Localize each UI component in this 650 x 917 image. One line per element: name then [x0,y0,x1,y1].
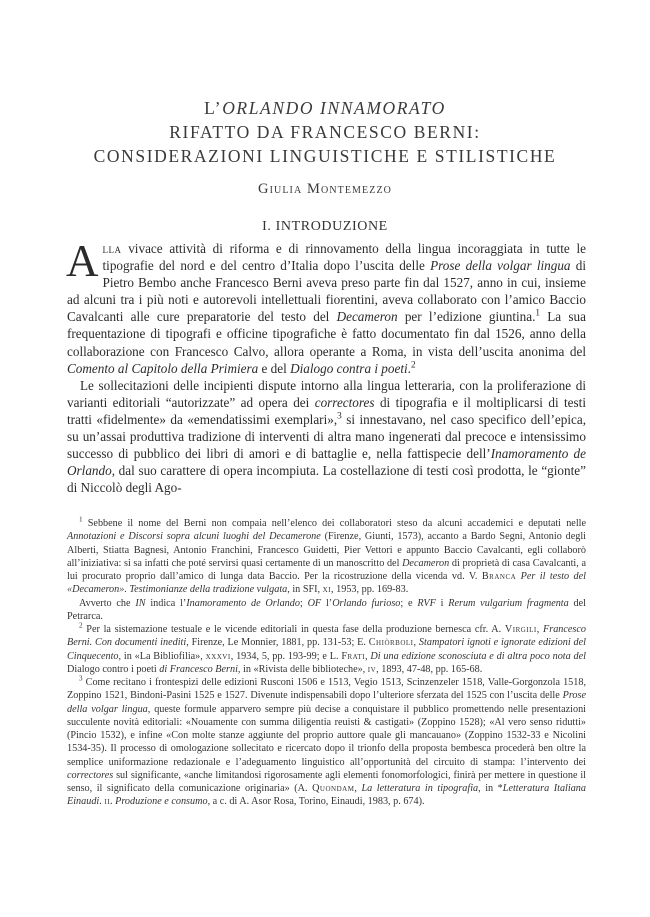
text-run: Le sollecitazioni delle incipienti dispute intorno alla lingua letteraria, con la proliferazione di varianti editoriali “autorizzate” ad opera dei [67,377,586,410]
italic-run: Annotazioni e Discorsi sopra alcuni luoghi del Decamerone [67,531,321,543]
italic-run: Decameron [402,557,450,569]
roman-numeral: iv [367,663,377,675]
text-run: i [435,597,449,609]
italic-run: Dialogo contra i poeti [290,360,408,376]
text-run: , 1953, pp. 169-83. [331,584,409,596]
text-run: di tipografia e il moltiplicarsi di testi tratti «fidelmente» da «emendatissimi exemplari», [67,394,586,427]
text-run: l’ [321,597,333,609]
text-run: , Firenze, Le Monnier, 1881, pp. 131-53; E. [186,637,369,649]
text-run: , dal suo carattere di opera incompiuta. La costellazione di testi così prodotta, le “gionte” di Niccolò degli Ago- [67,463,586,496]
italic-run: Inamoramento de Orlando [186,597,300,609]
footnote-ref[interactable]: 2 [410,359,416,370]
text-run: del Petrarca. [67,597,586,622]
text-run: . [407,360,411,376]
footnote-1-continued [67,597,586,624]
italic-run: di Francesco Berni [159,663,238,675]
italic-run: correctores [314,394,375,410]
italic-run: Di una edizione sconosciuta e di altra poco nota del [370,650,586,662]
text-run: ; [299,597,308,609]
italic-run: Francesco Berni. Con documenti inediti [67,624,587,649]
footnote-number: 2 [79,621,83,630]
author-name-smallcaps: Chiòrboli [368,637,414,649]
footnotes [67,517,586,809]
section-heading: I. INTRODUZIONE [262,219,388,234]
roman-numeral: xxxvi [205,650,231,662]
text-run: (Firenze, Giunti, 1573), accanto a Bardo Segni, Antonio degli Alberti, Stiatta Bagnesi, Antonio Franchini, Francesco Guidetti, Pier Vettori e appunto Baccio Cavalcanti, egli collaborò all’iniziativa: si sa infatti che poté servirsi quasi certamente di un manoscritto del [67,531,586,569]
text-run: di proprietà di casa Cavalcanti, a lui procurato proprio dall’amico di lunga data Baccio. Per la ricostruzione della vicenda vd. V. [67,557,586,582]
italic-run: Prose della volgar lingua [430,258,571,274]
text-run: , 1893, 47-48, pp. 165-68. [376,663,483,675]
paragraph-1 [66,236,587,377]
author-name-smallcaps: Virgili [504,624,537,635]
text-run: sul significante, «anche limitandosi rigorosamente agli elementi fonomorfologici, finirà per mettere in questione il senso, il significato della comunicazione originaria» (A. [67,769,586,794]
italic-run: Produzione e consumo [115,796,208,808]
text-run: , [354,783,362,794]
italic-run: Stampatori ignoti e ignorate edizioni del Cinquecento [67,637,586,662]
body-text [66,236,587,496]
text-run: Come recitano i frontespizi delle edizioni Rusconi 1506 e 1513, Vegio 1513, Scinzenzeler 1518, Valle-Gorgonzola 1518, Zoppino 1521, Bindoni-Pasini 1525 e 1527. Divenute indispensabili dopo l’ulteriore sferzata del 1525 con l’uscita delle [67,677,587,702]
text-run: , queste formule apparvero sempre più decise a conquistare il pubblico promettendo nelle presentazioni succulente novità editoriali: «Nouamente con summa diligentia reuisti & castigati» (Zoppino 1528); «Al vero senso ridutti» (Pincio 1532), e infine «Con molte stanze aggiunte del proprio auttore quale gli mancauano» (Zoppino 1532-33 e Nicolini 1534-35). Il processo di omologazione sollecitato e ricercato dopo il trionfo della proposta bembesca procederà ben oltre la semplice uniformazione redazionale e l’adeguamento linguistico all’opportunità del circuito di stampa: l’intervento dei [67,703,586,768]
footnote-1 [67,517,586,597]
text-run: vivace attività di riforma e di rinnovamento della lingua incoraggiata in tutte le tipografie del nord e del centro d’Italia dopo l’uscita delle [102,241,586,274]
footnote-ref[interactable]: 1 [535,307,541,318]
italic-run: La letteratura in tipografia [361,783,479,794]
text-run: , in «Rivista delle biblioteche», [237,663,368,675]
text-run: Avverto che [79,597,136,609]
footnote-number: 1 [79,515,83,524]
text-run: di Pietro Bembo anche Francesco Berni aveva preso parte fin dal 1527, anno in cui, insieme ad alcuni tra i più noti e autorevoli intellettuali fiorentini, aveva collaborato con l’amico Baccio Cavalcanti alle cure preparatorie del testo del [67,258,587,325]
title-line-2: RIFATTO DA FRANCESCO BERNI: [169,122,481,142]
footnote-3 [67,676,586,809]
text-run: . [110,796,116,808]
text-run: indica l’ [145,597,187,609]
article-title [0,96,650,198]
text-run: ; e [400,597,418,609]
italic-run: correctores [67,769,114,781]
roman-numeral: xi [322,584,332,596]
text-run: Dialogo contro i poeti [67,663,160,675]
text-run: e del [258,360,291,376]
roman-numeral: ii [104,796,111,808]
drop-cap: A [66,236,99,286]
title-line-1 [0,96,650,120]
text-run: , [536,624,544,635]
text-run: , in SFI, [287,584,323,596]
italic-run: Inamoramento de Orlando [67,446,586,479]
text-run: per l’edizione giuntina. [397,309,536,325]
title-work-name: ORLANDO INNAMORATO [222,98,446,118]
text-run: , in «La Bibliofilia», [118,650,206,662]
footnote-ref[interactable]: 3 [337,410,342,421]
italic-run: Prose della volgar lingua [67,690,586,715]
italic-run: OF [307,597,322,609]
text-run: . [99,796,105,808]
text-run: , a c. di A. Asor Rosa, Torino, Einaudi, 1983, p. 674). [207,796,425,808]
footnote-number: 3 [79,674,83,683]
text-run: si innestavano, nel caso specifico dell’epica, su un’assai produttiva tradizione di interventi di altra mano ingenerati dal precoce e intensissimo successo di pubblico dei libri di amori e di battaglie e, nella fattispecie dell’ [67,411,586,462]
text-run: Per la sistemazione testuale e le vicende editoriali in questa fase della produzione bernesca cfr. A. [86,624,505,635]
text-run: , [365,650,371,662]
text-run: Sebbene il nome del Berni non compaia nell’elenco dei collaboratori steso da alcuni accademici e deputati nelle [87,518,586,529]
italic-run: IN [135,597,146,609]
title-line-3: CONSIDERAZIONI LINGUISTICHE E STILISTICHE [93,146,557,166]
text-run: , in * [478,783,503,794]
lead-in: lla [102,241,122,256]
author-name-smallcaps: Frati [341,650,366,662]
text-run: , [413,637,419,649]
title-prefix: L’ [204,98,223,118]
italic-run: Rerum vulgarium fragmenta [448,597,569,609]
text-run: La sua frequentazione di tipografi e officine tipografiche è fatto documentato fin dal 1526, anno della collaborazione con Francesco Calvo, allora operante a Roma, in vista dell’uscita anonima del [67,309,586,359]
author-name: Giulia Montemezzo [258,181,392,197]
italic-run: RVF [417,597,436,609]
author-name-smallcaps: Branca [481,571,517,582]
text-run: , 1934, 5, pp. 193-99; e L. [230,650,342,662]
paragraph-2 [67,377,586,497]
italic-run: Decameron [336,309,398,325]
italic-run: Orlando furioso [332,597,401,609]
italic-run: Letteratura Italiana Einaudi [67,783,586,808]
footnote-2 [67,623,586,676]
italic-run: Per il testo del «Decameron». Testimonianze della tradizione vulgata [67,571,586,596]
author-name-smallcaps: Quondam [312,783,355,794]
italic-run: Comento al Capitolo della Primiera [67,360,259,376]
